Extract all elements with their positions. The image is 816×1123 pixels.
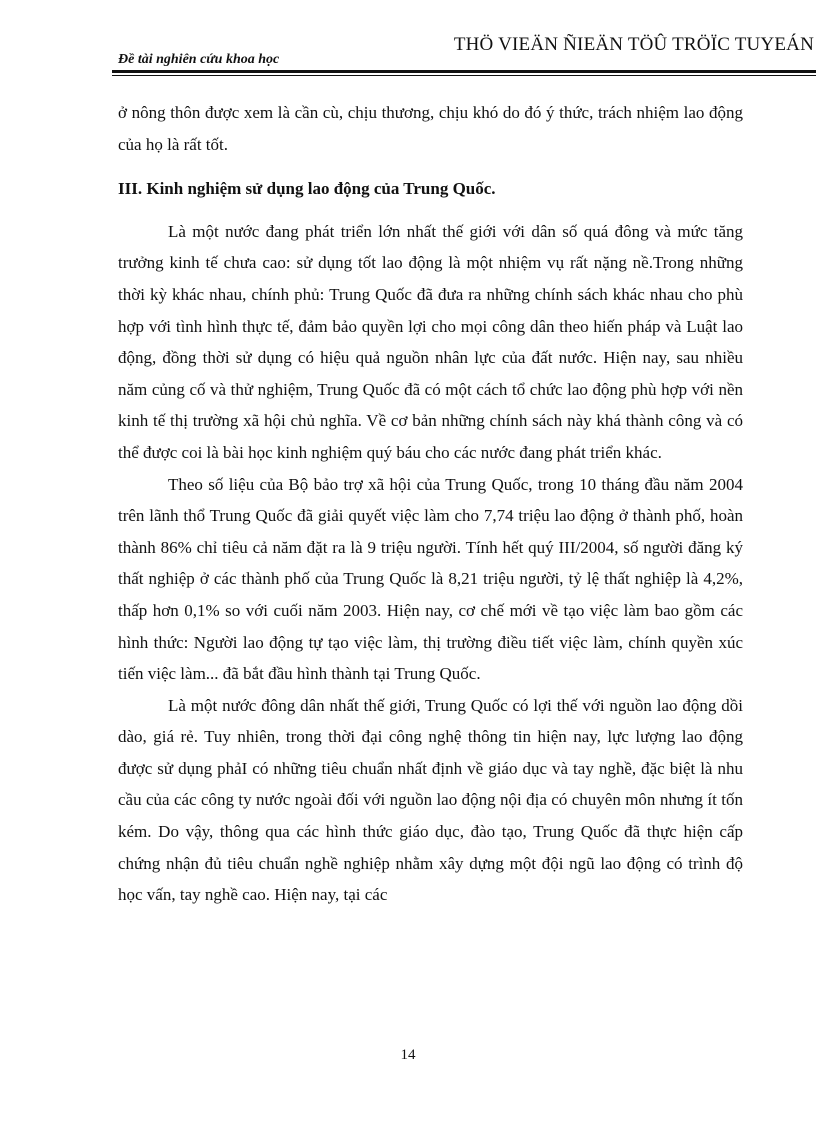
header-rule-thick [112, 70, 816, 73]
body-paragraph: Là một nước đông dân nhất thế giới, Trung Quốc có lợi thế với nguồn lao động dồi dào, giá rẻ. Tuy nhiên, trong thời đại công nghệ thông tin hiện nay, lực lượng lao động được sử dụng phảI có những tiêu chuẩn nhất định về giáo dục và tay nghề, đặc biệt là nhu cầu của các công ty nước ngoài đối với nguồn lao động nội địa có chuyên môn nhưng ít tốn kém. Do vậy, thông qua các hình thức giáo dục, đào tạo, Trung Quốc đã thực hiện cấp chứng nhận đủ tiêu chuẩn nghề nghiệp nhằm xây dựng một đội ngũ lao động có trình độ học vấn, tay nghề cao. Hiện nay, tại các [118, 695, 743, 905]
header-library-title: THÖ VIEÄN ÑIEÄN TÖÛ TRÖÏC TUYEÁN [453, 34, 814, 55]
header-rule-thin [112, 75, 816, 76]
document-body [118, 97, 743, 911]
body-paragraph: Theo số liệu của Bộ bảo trợ xã hội của Trung Quốc, trong 10 tháng đầu năm 2004 trên lãnh thổ Trung Quốc đã giải quyết việc làm cho 7,74 triệu lao động ở thành phố, hoàn thành 86% chỉ tiêu cả năm đặt ra là 9 triệu người. Tính hết quý III/2004, số người đăng ký thất nghiệp ở các thành phố của Trung Quốc là 8,21 triệu người, tỷ lệ thất nghiệp là 4,2%, thấp hơn 0,1% so với cuối năm 2003. Hiện nay, cơ chế mới về tạo việc làm bao gồm các hình thức: Người lao động tự tạo việc làm, thị trường điều tiết việc làm, chính quyền xúc tiến việc làm... đã bắt đầu hình thành tại Trung Quốc. [118, 474, 743, 684]
continuation-paragraph: ở nông thôn được xem là cần cù, chịu thương, chịu khó do đó ý thức, trách nhiệm lao động của họ là rất tốt. [118, 103, 743, 154]
header-document-title: Đề tài nghiên cứu khoa học [118, 52, 280, 67]
body-paragraph: Là một nước đang phát triển lớn nhất thế giới với dân số quá đông và mức tăng trưởng kinh tế chưa cao: sử dụng tốt lao động là một nhiệm vụ rất nặng nề.Trong những thời kỳ khác nhau, chính phủ: Trung Quốc đã đưa ra những chính sách khác nhau cho phù hợp với tình hình thực tế, đảm bảo quyền lợi cho mọi công dân theo hiến pháp và Luật lao động, đồng thời sử dụng có hiệu quả nguồn nhân lực của đất nước. Hiện nay, sau nhiều năm củng cố và thử nghiệm, Trung Quốc đã có một cách tổ chức lao động phù hợp với nền kinh tế thị trường xã hội chủ nghĩa. Về cơ bản những chính sách này khá thành công và có thể được coi là bài học kinh nghiệm quý báu cho các nước đang phát triển khác. [118, 221, 743, 462]
section-heading: III. Kinh nghiệm sử dụng lao động của Trung Quốc. [118, 179, 496, 199]
page-number: 14 [400, 1047, 416, 1063]
